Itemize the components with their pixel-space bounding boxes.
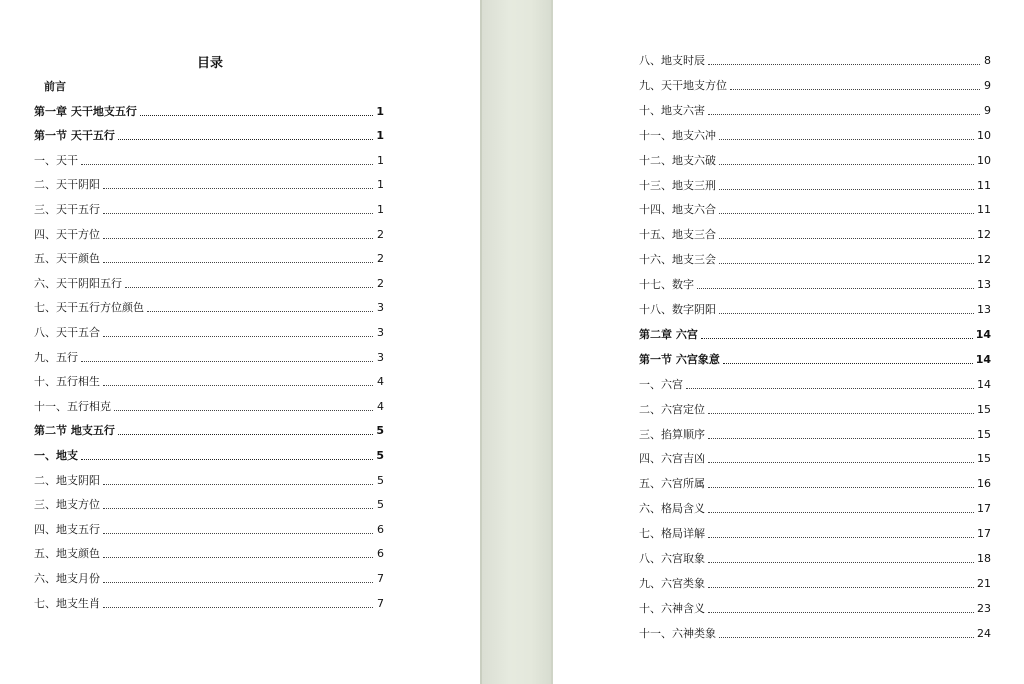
toc-entry[interactable] [34, 228, 384, 242]
toc-entry-page: 8 [984, 54, 991, 67]
toc-entry-page: 13 [977, 278, 991, 292]
toc-leader-dots [719, 212, 974, 214]
page-gutter [480, 0, 553, 684]
toc-entry-page: 7 [377, 572, 384, 585]
toc-entry-page: 7 [377, 596, 384, 610]
toc-leader-dots [103, 581, 373, 583]
toc-entry[interactable] [639, 627, 991, 641]
toc-entry-page: 5 [376, 424, 384, 438]
toc-leader-dots [701, 337, 973, 339]
toc-entry[interactable] [639, 79, 991, 93]
toc-leader-dots [81, 360, 373, 362]
toc-entry-label: 二、六宫定位 [639, 402, 705, 416]
toc-leader-dots [708, 611, 974, 613]
toc-entry[interactable] [34, 154, 384, 168]
toc-entry-page: 18 [977, 552, 991, 565]
toc-leader-dots [708, 586, 974, 588]
toc-entry-page: 17 [977, 527, 991, 541]
toc-entry-page: 17 [977, 502, 991, 516]
toc-entry-label: 七、格局详解 [639, 527, 705, 541]
toc-entry-label: 十六、地支三会 [639, 253, 716, 267]
toc-entry-page: 2 [377, 252, 384, 266]
toc-entry-label: 三、掐算顺序 [639, 427, 705, 441]
toc-entry-label: 十、五行相生 [34, 375, 100, 389]
toc-entry-page: 5 [377, 473, 384, 487]
toc-entry-label: 十五、地支三合 [639, 228, 716, 242]
toc-entry-page: 1 [376, 129, 384, 143]
toc-entry[interactable] [639, 278, 991, 292]
toc-entry[interactable] [639, 452, 991, 466]
toc-entry-page: 1 [376, 104, 384, 118]
toc-entry[interactable] [34, 375, 384, 389]
toc-entry[interactable] [34, 547, 384, 561]
toc-leader-dots [81, 163, 373, 165]
toc-entry-label: 四、六宫吉凶 [639, 452, 705, 466]
toc-leader-dots [708, 461, 974, 463]
toc-leader-dots [708, 437, 974, 439]
toc-entry-page: 5 [377, 498, 384, 512]
toc-entry-label: 七、地支生肖 [34, 596, 100, 610]
toc-entry-label: 十一、地支六冲 [639, 128, 716, 142]
toc-entry-label: 十二、地支六破 [639, 153, 716, 167]
toc-entry-label: 第二节 地支五行 [34, 424, 115, 438]
toc-entry-label: 十、六神含义 [639, 601, 705, 615]
toc-entry-page: 16 [977, 477, 991, 491]
toc-entry-label: 第一节 天干五行 [34, 129, 115, 143]
toc-entry[interactable] [34, 252, 384, 266]
toc-entry[interactable] [34, 277, 384, 291]
toc-entry-page: 3 [377, 301, 384, 315]
toc-leader-dots [697, 287, 974, 289]
toc-entry-page: 4 [377, 399, 384, 413]
toc-leader-dots [723, 362, 973, 364]
toc-entry-label: 第一节 六宫象意 [639, 352, 720, 366]
toc-entry-label: 十七、数字 [639, 278, 694, 292]
toc-leader-dots [103, 261, 373, 263]
toc-entry-label: 五、天干颜色 [34, 252, 100, 266]
toc-entry-page: 2 [377, 276, 384, 290]
toc-entry-label: 一、地支 [34, 449, 78, 462]
toc-entry-page: 10 [977, 153, 991, 167]
toc-entry[interactable] [639, 477, 991, 491]
toc-entry-label: 四、地支五行 [34, 522, 100, 536]
toc-entry-page: 4 [377, 375, 384, 389]
toc-entry-label: 三、天干五行 [34, 203, 100, 216]
toc-entry[interactable] [34, 474, 384, 488]
toc-entry-label: 十、地支六害 [639, 103, 705, 117]
toc-entry[interactable] [639, 403, 991, 417]
toc-leader-dots [103, 384, 373, 386]
toc-leader-dots [708, 486, 974, 488]
toc-entry[interactable] [639, 203, 991, 217]
toc-entry[interactable] [34, 523, 384, 537]
toc-entry[interactable] [639, 577, 991, 591]
toc-entry-label: 第一章 天干地支五行 [34, 104, 137, 118]
toc-entry[interactable] [639, 552, 991, 566]
toc-entry-label: 十四、地支六合 [639, 203, 716, 217]
toc-entry[interactable] [34, 572, 384, 586]
toc-entry-label: 六、天干阴阳五行 [34, 276, 122, 290]
toc-entry[interactable] [639, 502, 991, 516]
toc-entry-page: 6 [377, 522, 384, 536]
toc-entry-page: 1 [377, 153, 384, 167]
toc-entry[interactable] [34, 178, 384, 192]
toc-leader-dots [118, 138, 373, 140]
toc-leader-dots [719, 262, 974, 264]
toc-leader-dots [103, 483, 373, 485]
toc-entry[interactable] [34, 424, 384, 438]
toc-entry-page: 15 [977, 427, 991, 441]
toc-leader-dots [147, 310, 373, 312]
toc-entry[interactable] [639, 303, 991, 317]
toc-leader-dots [708, 63, 980, 65]
toc-leader-dots [103, 606, 373, 608]
toc-entry-page: 21 [977, 576, 991, 590]
toc-leader-dots [719, 237, 974, 239]
toc-leader-dots [730, 88, 980, 90]
toc-entry-label: 七、天干五行方位颜色 [34, 301, 144, 315]
toc-entry-label: 第二章 六宫 [639, 327, 698, 341]
toc-entry-label: 十三、地支三刑 [639, 178, 716, 192]
toc-entry-page: 1 [377, 203, 384, 216]
toc-leader-dots [103, 187, 373, 189]
toc-leader-dots [708, 511, 974, 513]
toc-entry[interactable] [34, 351, 384, 365]
toc-entry[interactable] [639, 154, 991, 168]
toc-entry[interactable] [34, 129, 384, 143]
toc-leader-dots [125, 286, 373, 288]
toc-entry[interactable] [34, 597, 384, 611]
toc-entry-label: 八、地支时辰 [639, 54, 705, 67]
toc-entry-page: 11 [977, 178, 991, 192]
toc-entry[interactable] [34, 498, 384, 512]
toc-leader-dots [81, 458, 373, 460]
toc-entry[interactable] [34, 105, 384, 119]
toc-entry[interactable] [639, 179, 991, 193]
toc-leader-dots [140, 114, 373, 116]
toc-entry-label: 八、六宫取象 [639, 552, 705, 565]
toc-entry-label: 九、天干地支方位 [639, 78, 727, 92]
toc-entry-label: 一、天干 [34, 153, 78, 167]
toc-leader-dots [719, 636, 974, 638]
toc-entry[interactable] [639, 353, 991, 367]
toc-entry-label: 五、地支颜色 [34, 547, 100, 561]
toc-entry-label: 五、六宫所属 [639, 477, 705, 491]
toc-entry-label: 八、天干五合 [34, 326, 100, 339]
toc-entry-page: 3 [377, 350, 384, 364]
toc-entry-label: 六、地支月份 [34, 572, 100, 585]
toc-entry-page: 15 [977, 402, 991, 416]
toc-entry[interactable] [34, 203, 384, 217]
toc-entry-label: 前言 [44, 80, 66, 93]
toc-leader-dots [103, 507, 373, 509]
toc-entry-page: 3 [377, 326, 384, 339]
toc-entry-label: 四、天干方位 [34, 227, 100, 241]
toc-leader-dots [708, 536, 974, 538]
toc-leader-dots [686, 387, 974, 389]
toc-entry[interactable] [639, 129, 991, 143]
toc-leader-dots [719, 163, 974, 165]
toc-entry[interactable] [34, 326, 384, 340]
left-page [0, 0, 480, 684]
toc-entry-page: 11 [977, 203, 991, 217]
toc-entry[interactable] [639, 253, 991, 267]
toc-leader-dots [114, 409, 373, 411]
toc-entry-page: 12 [977, 228, 991, 242]
toc-entry-page: 13 [977, 303, 991, 316]
toc-entry[interactable] [34, 400, 384, 414]
toc-entry-page: 14 [975, 352, 991, 366]
toc-leader-dots [103, 212, 373, 214]
toc-entry-page: 5 [376, 449, 384, 462]
toc-entry[interactable] [639, 602, 991, 616]
toc-entry-page: 1 [377, 178, 384, 192]
toc-leader-dots [708, 113, 980, 115]
toc-entry-page: 15 [977, 452, 991, 466]
toc-entry-label: 十一、五行相克 [34, 399, 111, 413]
toc-entry-label: 十一、六神类象 [639, 626, 716, 640]
toc-entry[interactable] [34, 449, 384, 463]
toc-entry-page: 14 [977, 377, 991, 391]
toc-entry[interactable] [639, 378, 991, 392]
toc-entry[interactable] [639, 104, 991, 118]
toc-entry-label: 九、五行 [34, 350, 78, 364]
toc-entry-label: 十八、数字阴阳 [639, 303, 716, 316]
toc-entry-page: 10 [977, 128, 991, 142]
toc-entry[interactable] [639, 54, 991, 68]
toc-entry[interactable] [639, 527, 991, 541]
toc-entry-label: 二、天干阴阳 [34, 178, 100, 192]
toc-entry-label: 九、六宫类象 [639, 576, 705, 590]
toc-entry-page: 2 [377, 227, 384, 241]
toc-entry[interactable] [639, 328, 991, 342]
toc-leader-dots [719, 188, 974, 190]
toc-entry-label: 三、地支方位 [34, 498, 100, 512]
toc-leader-dots [719, 138, 974, 140]
toc-leader-dots [719, 312, 974, 314]
toc-entry[interactable] [639, 428, 991, 442]
toc-entry-page: 9 [984, 78, 991, 92]
right-page [553, 0, 1024, 684]
toc-leader-dots [103, 335, 373, 337]
toc-entry[interactable] [44, 80, 394, 94]
toc-entry-page: 9 [984, 103, 991, 117]
toc-leader-dots [118, 433, 373, 435]
toc-leader-dots [103, 556, 373, 558]
toc-entry-label: 一、六宫 [639, 377, 683, 391]
toc-entry-label: 六、格局含义 [639, 502, 705, 516]
toc-entry-page: 24 [977, 626, 991, 640]
toc-leader-dots [103, 237, 373, 239]
toc-leader-dots [708, 412, 974, 414]
toc-leader-dots [708, 561, 974, 563]
toc-entry-page: 6 [377, 547, 384, 561]
toc-leader-dots [103, 532, 373, 534]
toc-entry[interactable] [639, 228, 991, 242]
toc-title: 目录 [196, 56, 223, 71]
toc-entry-page: 23 [977, 601, 991, 615]
toc-entry-label: 二、地支阴阳 [34, 473, 100, 487]
toc-entry-page: 14 [975, 327, 991, 341]
toc-entry-page: 12 [977, 253, 991, 267]
toc-entry[interactable] [34, 301, 384, 315]
